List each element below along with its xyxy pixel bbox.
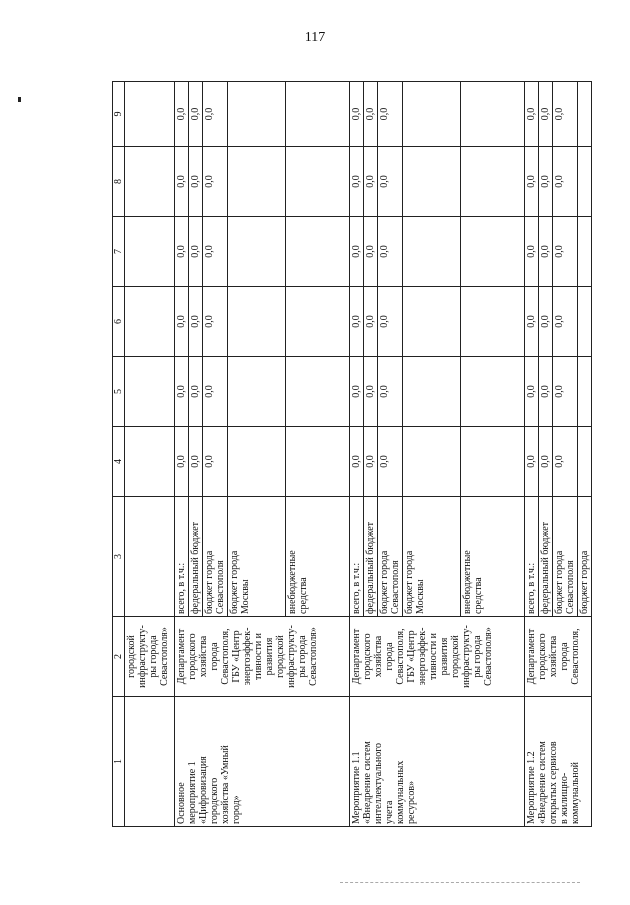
responsible-executor-line: Департамент (351, 628, 362, 685)
responsible-executor-line: Департамент (526, 628, 537, 685)
funding-value-col8: 0,0 (203, 147, 228, 217)
funding-value-col6: 0,0 (203, 287, 228, 357)
responsible-executor-line: городского (362, 633, 373, 680)
funding-value-col9: 0,0 (378, 82, 403, 147)
funding-value-col8: 0,0 (350, 147, 364, 217)
funding-value-col7: 0,0 (350, 217, 364, 287)
activity-name-line: хозяйства «Умный (220, 745, 231, 824)
funding-value-col7 (403, 217, 461, 287)
funding-value-col7: 0,0 (378, 217, 403, 287)
activity-name-line: коммунальной (570, 762, 581, 824)
funding-source-line: Севастополя (390, 560, 401, 614)
continuation-executor-line: Севастополя» (159, 627, 170, 686)
table-row (525, 82, 539, 827)
responsible-executor-line: ры города (472, 635, 483, 678)
funding-value-col7: 0,0 (364, 217, 378, 287)
funding-value-col6: 0,0 (378, 287, 403, 357)
activity-name-line: городского (209, 777, 220, 824)
responsible-executor-line: Севастополя, (570, 628, 581, 685)
funding-value-col8: 0,0 (378, 147, 403, 217)
funding-value-col5: 0,0 (525, 357, 539, 427)
funding-value-col5: 0,0 (539, 357, 553, 427)
funding-source-line: бюджет города (229, 550, 240, 614)
activity-name (350, 697, 525, 827)
column-number-3: 3 (113, 497, 125, 617)
scan-artifact (18, 97, 21, 102)
funding-source (553, 497, 578, 617)
responsible-executor-line: городской (450, 635, 461, 678)
funding-source (403, 497, 461, 617)
funding-value-col7: 0,0 (175, 217, 189, 287)
activity-name (175, 697, 350, 827)
funding-value-col4: 0,0 (364, 427, 378, 497)
funding-value-col9 (578, 82, 592, 147)
responsible-executor-line: энергоэффек- (417, 627, 428, 686)
funding-source-line: федеральный бюджет (540, 521, 551, 614)
continuation-empty-cell (125, 82, 175, 147)
responsible-executor-line: развития (264, 637, 275, 676)
funding-source-line: бюджет города (554, 550, 565, 614)
column-number-2: 2 (113, 617, 125, 697)
funding-value-col8: 0,0 (539, 147, 553, 217)
funding-value-col9: 0,0 (539, 82, 553, 147)
responsible-executor (175, 617, 350, 697)
funding-source-line: бюджет города (204, 550, 215, 614)
continuation-empty-cell (125, 497, 175, 617)
responsible-executor (525, 617, 592, 697)
column-number-8: 8 (113, 147, 125, 217)
funding-value-col4 (461, 427, 525, 497)
funding-source-line: средства (473, 577, 484, 614)
funding-value-col5 (578, 357, 592, 427)
funding-value-col8 (228, 147, 286, 217)
responsible-executor-line: Севастополя» (308, 627, 319, 686)
funding-value-col6 (228, 287, 286, 357)
funding-value-col4: 0,0 (378, 427, 403, 497)
responsible-executor-line: инфраструкту- (286, 625, 297, 688)
rotated-table-wrapper (112, 82, 592, 827)
funding-value-col9: 0,0 (350, 82, 364, 147)
activity-name-line: учета (384, 800, 395, 824)
funding-value-col9: 0,0 (203, 82, 228, 147)
funding-value-col8: 0,0 (175, 147, 189, 217)
column-number-9: 9 (113, 82, 125, 147)
continuation-empty-cell (125, 427, 175, 497)
funding-source-line: всего, в т.ч.: (526, 562, 537, 614)
funding-value-col5: 0,0 (189, 357, 203, 427)
continuation-col2-executor (125, 617, 175, 697)
funding-value-col6 (461, 287, 525, 357)
funding-value-col7: 0,0 (203, 217, 228, 287)
funding-source (525, 497, 539, 617)
column-number-5: 5 (113, 357, 125, 427)
funding-value-col6 (403, 287, 461, 357)
funding-source-line: внебюджетные (462, 550, 473, 614)
funding-source-line: средства (298, 577, 309, 614)
funding-value-col7: 0,0 (189, 217, 203, 287)
funding-source-line: Севастополя (565, 560, 576, 614)
activity-name-line: «Цифровизация (198, 756, 209, 824)
activity-name (525, 697, 592, 827)
continuation-executor-line: инфраструкту- (137, 625, 148, 688)
funding-value-col4: 0,0 (553, 427, 578, 497)
funding-value-col6: 0,0 (350, 287, 364, 357)
responsible-executor-line: Департамент (176, 628, 187, 685)
funding-value-col9 (286, 82, 350, 147)
continuation-empty-cell (125, 147, 175, 217)
funding-source (203, 497, 228, 617)
funding-value-col5 (403, 357, 461, 427)
activity-name-line: город» (231, 795, 242, 824)
funding-value-col7 (286, 217, 350, 287)
activity-name-line: мероприятие 1 (187, 761, 198, 824)
funding-source (175, 497, 189, 617)
funding-source (350, 497, 364, 617)
funding-source-line: всего, в т.ч.: (351, 562, 362, 614)
funding-source (286, 497, 350, 617)
column-number-4: 4 (113, 427, 125, 497)
funding-value-col6 (578, 287, 592, 357)
activity-name-line: коммунальных (395, 760, 406, 824)
funding-value-col5: 0,0 (378, 357, 403, 427)
funding-source-line: Севастополя (215, 560, 226, 614)
funding-value-col5: 0,0 (364, 357, 378, 427)
funding-value-col9: 0,0 (553, 82, 578, 147)
funding-source-line: бюджет города (379, 550, 390, 614)
funding-value-col9 (403, 82, 461, 147)
funding-source-line: всего, в т.ч.: (176, 562, 187, 614)
funding-value-col4 (228, 427, 286, 497)
responsible-executor-line: хозяйства (198, 635, 209, 678)
responsible-executor-line: Севастополя, (220, 628, 231, 685)
funding-value-col6: 0,0 (364, 287, 378, 357)
funding-value-col4: 0,0 (203, 427, 228, 497)
column-number-7: 7 (113, 217, 125, 287)
funding-value-col9 (228, 82, 286, 147)
funding-value-col8: 0,0 (553, 147, 578, 217)
funding-value-col5: 0,0 (175, 357, 189, 427)
funding-source-line: Москвы (240, 579, 251, 614)
activity-name-line: Мероприятие 1.2 (526, 751, 537, 824)
funding-value-col8 (286, 147, 350, 217)
responsible-executor-line: городского (537, 633, 548, 680)
funding-source-line: внебюджетные (287, 550, 298, 614)
funding-source (364, 497, 378, 617)
responsible-executor-line: ГБУ «Центр (406, 630, 417, 683)
funding-value-col9: 0,0 (189, 82, 203, 147)
continuation-empty-cell (125, 357, 175, 427)
funding-value-col9: 0,0 (175, 82, 189, 147)
funding-value-col4: 0,0 (350, 427, 364, 497)
funding-value-col4 (578, 427, 592, 497)
funding-value-col6: 0,0 (175, 287, 189, 357)
continuation-empty-cell (125, 287, 175, 357)
funding-value-col5 (286, 357, 350, 427)
funding-value-col5: 0,0 (553, 357, 578, 427)
responsible-executor-line: Севастополя» (483, 627, 494, 686)
funding-value-col6: 0,0 (553, 287, 578, 357)
funding-value-col4 (286, 427, 350, 497)
responsible-executor-line: ГБУ «Центр (231, 630, 242, 683)
continuation-executor-line: ры города (148, 635, 159, 678)
funding-value-col5 (228, 357, 286, 427)
funding-source (461, 497, 525, 617)
activity-name-line: ресурсов» (406, 780, 417, 824)
responsible-executor-line: города (559, 642, 570, 671)
table-row (350, 82, 364, 827)
funding-value-col4 (403, 427, 461, 497)
activity-name-line: Мероприятие 1.1 (351, 751, 362, 824)
funding-source-line: федеральный бюджет (190, 521, 201, 614)
scan-edge-line (340, 882, 580, 883)
funding-value-col9: 0,0 (364, 82, 378, 147)
funding-value-col6: 0,0 (525, 287, 539, 357)
responsible-executor-line: ры города (297, 635, 308, 678)
funding-source (228, 497, 286, 617)
funding-value-col4: 0,0 (539, 427, 553, 497)
column-number-6: 6 (113, 287, 125, 357)
funding-value-col7 (461, 217, 525, 287)
activity-name-line: Основное (176, 782, 187, 824)
funding-value-col8: 0,0 (364, 147, 378, 217)
continuation-col1 (125, 697, 175, 827)
responsible-executor-line: города (209, 642, 220, 671)
funding-value-col9 (461, 82, 525, 147)
funding-source-line: бюджет города (579, 550, 590, 614)
activity-name-line: интеллектуального (373, 742, 384, 824)
continuation-empty-cell (125, 217, 175, 287)
responsible-executor (350, 617, 525, 697)
funding-source (578, 497, 592, 617)
funding-value-col7 (578, 217, 592, 287)
activity-name-line: «Внедрение систем (362, 741, 373, 824)
responsible-executor-line: городской (275, 635, 286, 678)
funding-source-line: федеральный бюджет (365, 521, 376, 614)
activity-name-line: в жилищно- (559, 772, 570, 824)
funding-value-col7: 0,0 (553, 217, 578, 287)
funding-value-col8: 0,0 (189, 147, 203, 217)
funding-value-col9: 0,0 (525, 82, 539, 147)
table-row (175, 82, 189, 827)
funding-value-col7 (228, 217, 286, 287)
funding-value-col4: 0,0 (525, 427, 539, 497)
funding-value-col8 (461, 147, 525, 217)
funding-value-col8 (578, 147, 592, 217)
funding-value-col5: 0,0 (350, 357, 364, 427)
funding-source (378, 497, 403, 617)
funding-source-line: бюджет города (404, 550, 415, 614)
funding-value-col7: 0,0 (525, 217, 539, 287)
responsible-executor-line: энергоэффек- (242, 627, 253, 686)
funding-value-col4: 0,0 (189, 427, 203, 497)
responsible-executor-line: тивности и (253, 632, 264, 681)
funding-source (189, 497, 203, 617)
responsible-executor-line: инфраструкту- (461, 625, 472, 688)
page-number: 117 (304, 30, 326, 45)
funding-value-col5: 0,0 (203, 357, 228, 427)
responsible-executor-line: города (384, 642, 395, 671)
continuation-executor-line: городской (126, 635, 137, 678)
column-number-1: 1 (113, 697, 125, 827)
activity-name-line: «Внедрение систем (537, 741, 548, 824)
responsible-executor-line: тивности и (428, 632, 439, 681)
responsible-executor-line: Севастополя, (395, 628, 406, 685)
funding-value-col7: 0,0 (539, 217, 553, 287)
funding-value-col6: 0,0 (189, 287, 203, 357)
funding-value-col4: 0,0 (175, 427, 189, 497)
responsible-executor-line: хозяйства (373, 635, 384, 678)
funding-value-col8 (403, 147, 461, 217)
activity-name-line: открытых сервисов (548, 741, 559, 824)
funding-value-col8: 0,0 (525, 147, 539, 217)
responsible-executor-line: развития (439, 637, 450, 676)
funding-value-col6 (286, 287, 350, 357)
responsible-executor-line: городского (187, 633, 198, 680)
funding-source (539, 497, 553, 617)
funding-value-col6: 0,0 (539, 287, 553, 357)
responsible-executor-line: хозяйства (548, 635, 559, 678)
funding-value-col5 (461, 357, 525, 427)
program-funding-table (112, 81, 592, 827)
funding-source-line: Москвы (415, 579, 426, 614)
